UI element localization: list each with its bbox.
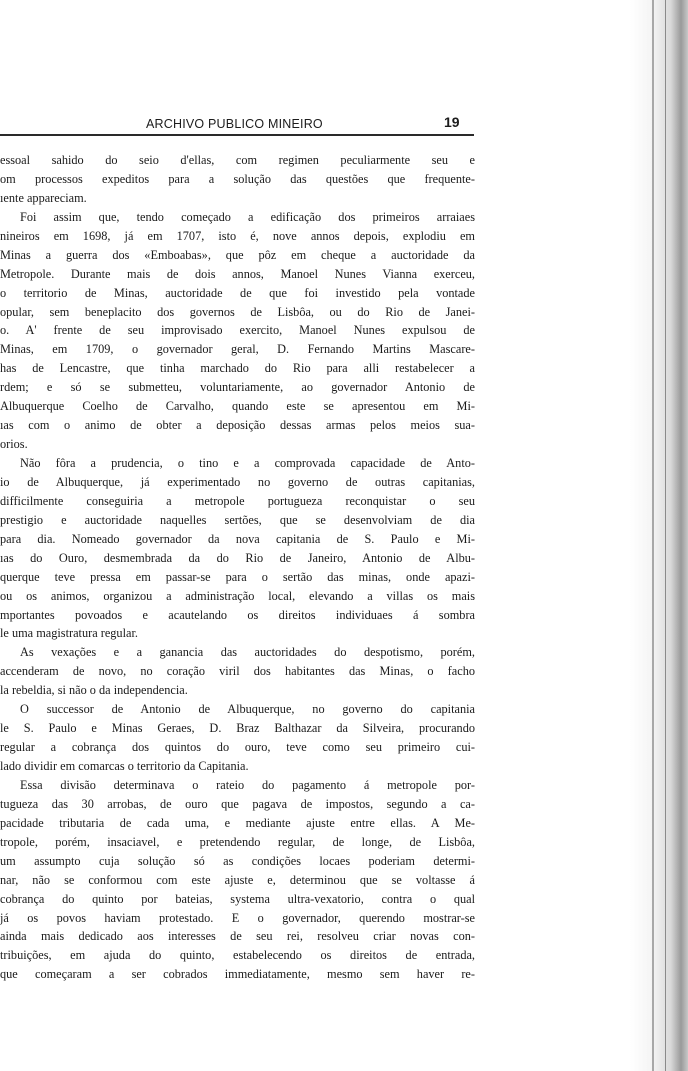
text-line: um assumpto cuja solução só as condições locaes poderiam determi-: [0, 853, 475, 868]
text-line: la rebeldia, si não o da independencia.: [0, 683, 188, 698]
text-line: opular, sem beneplacito dos governos de Lisbôa, ou do Rio de Janei-: [0, 304, 475, 319]
text-line: Metropole. Durante mais de dois annos, Manoel Nunes Vianna exerceu,: [0, 266, 475, 281]
text-line: lado dividir em comarcas o territorio da Capitania.: [0, 759, 249, 773]
text-line: Albuquerque Coelho de Carvalho, quando este se apresentou em Mi-: [0, 399, 475, 414]
text-line: ıas com o animo de obter a deposição dessas armas pelos meios sua-: [0, 418, 475, 433]
text-line: As vexações e a ganancia das auctoridades do despotismo, porém,: [20, 645, 475, 660]
text-line: ainda mais dedicado aos interesses de seu rei, resolveu criar novas con-: [0, 929, 475, 944]
text-line: nineiros em 1698, já em 1707, isto é, nove annos depois, explodiu em: [0, 228, 475, 243]
text-line: já os povos haviam protestado. E o governador, querendo mostrar-se: [0, 910, 475, 925]
binding-line: [652, 0, 654, 1071]
running-header: [0, 114, 475, 136]
text-line: O successor de Antonio de Albuquerque, no governo do capitania: [20, 702, 475, 717]
text-line: has de Lencastre, que tinha marchado do Rio para alli restabelecer a: [0, 361, 475, 376]
text-line: ıente appareciam.: [0, 190, 87, 205]
text-line: rdem; e só se submetteu, voluntariamente, ao governador Antonio de: [0, 380, 475, 395]
text-line: cobrança do quinto por bateias, systema ultra-vexatorio, contra o qual: [0, 891, 475, 906]
text-line: Minas a guerra dos «Emboabas», que pôz em cheque a auctoridade da: [0, 247, 475, 262]
text-line: ıas do Ouro, desmembrada da do Rio de Janeiro, Antonio de Albu-: [0, 550, 475, 565]
text-line: prestigio e auctoridade naquelles sertões, que se desenvolviam de dia: [0, 512, 475, 527]
text-line: Foi assim que, tendo começado a edificação dos primeiros arraiaes: [20, 209, 475, 224]
text-line: nar, não se conformou com este ajuste e, determinou que se voltasse á: [0, 872, 475, 887]
text-line: difficilmente conseguiria a metropole portugueza reconquistar o seu: [0, 493, 475, 508]
text-line: ou os animos, organizou a administração local, elevando a villas os mais: [0, 588, 475, 603]
text-line: Essa divisão determinava o rateio do pagamento á metropole por-: [20, 777, 475, 792]
text-line: le S. Paulo e Minas Geraes, D. Braz Balthazar da Silveira, procurando: [0, 721, 475, 736]
text-line: tropole, porém, insaciavel, e pretendendo regular, de longe, de Lisbôa,: [0, 834, 475, 849]
text-line: o territorio de Minas, auctoridade de que foi investido pela vontade: [0, 285, 475, 300]
text-line: Não fôra a prudencia, o tino e a comprovada capacidade de Anto-: [20, 456, 475, 470]
text-line: que começaram a ser cobrados immediatamente, mesmo sem haver re-: [0, 967, 475, 982]
text-line: o. A' frente de seu improvisado exercito, Manoel Nunes expulsou de: [0, 323, 475, 338]
text-line: mportantes povoados e acautelando os direitos individuaes á sombra: [0, 607, 475, 622]
header-rule: [0, 134, 474, 136]
text-line: tugueza das 30 arrobas, de ouro que pagava de impostos, segundo a ca-: [0, 796, 475, 811]
text-line: essoal sahido do seio d'ellas, com regimen peculiarmente seu e: [0, 153, 475, 167]
text-line: querque teve pressa em passar-se para o sertão das minas, onde apazi-: [0, 569, 475, 584]
text-line: Minas, em 1709, o governador geral, D. Fernando Martins Mascare-: [0, 342, 475, 357]
page-number: 19: [444, 114, 460, 130]
text-line: orios.: [0, 437, 28, 452]
text-line: pacidade tributaria de cada uma, e mediante ajuste entre ellas. A Me-: [0, 815, 475, 830]
body-text: [0, 151, 475, 984]
text-line: io de Albuquerque, já experimentado no governo de outras capitanias,: [0, 474, 475, 489]
page-binding-edge: [630, 0, 688, 1071]
binding-line: [665, 0, 666, 1071]
text-line: tribuições, em ajuda do quinto, estabelecendo os direitos de entrada,: [0, 948, 475, 963]
text-line: regular a cobrança dos quintos do ouro, teve como seu primeiro cui-: [0, 740, 475, 755]
text-line: om processos expeditos para a solução das questões que frequente-: [0, 171, 475, 186]
header-title: ARCHIVO PUBLICO MINEIRO: [146, 117, 323, 131]
text-line: para dia. Nomeado governador da nova capitania de S. Paulo e Mi-: [0, 531, 475, 546]
text-line: le uma magistratura regular.: [0, 626, 138, 641]
text-line: accenderam de novo, no coração viril dos habitantes das Minas, o facho: [0, 664, 475, 679]
